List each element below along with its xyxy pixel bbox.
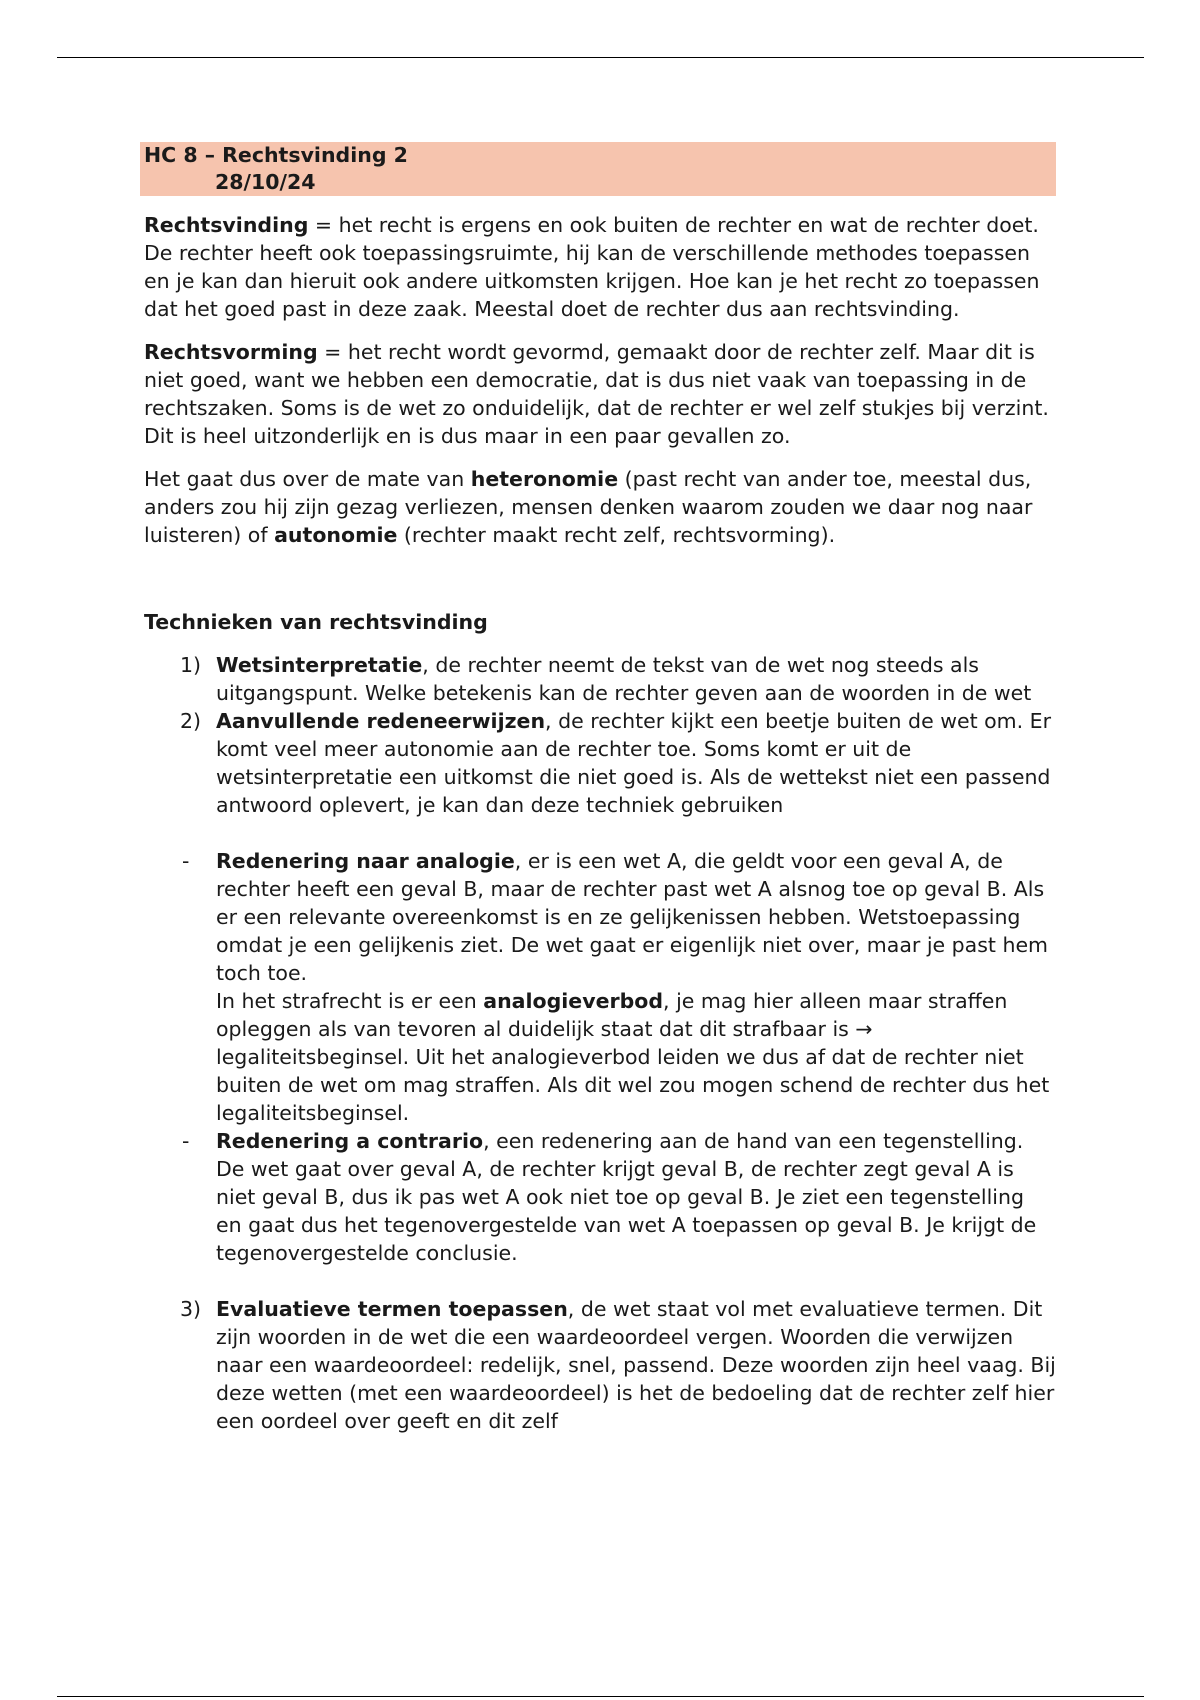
item-term: Wetsinterpretatie xyxy=(216,653,423,677)
item-text: , er is een wet A, die geldt voor een geval A, de rechter heeft een geval B, maar de rechter past wet A alsnog toe op geval B. Als er een relevante overeenkomst is en ze gelijkenissen hebben. Wetstoepassing omdat je een gelijkenis ziet. De wet gaat er eigenlijk niet over, maar je past hem toch toe. xyxy=(216,849,1049,985)
top-rule xyxy=(57,57,1144,58)
list-marker: 1) xyxy=(180,653,202,677)
term-autonomie: autonomie xyxy=(274,523,398,547)
list-item-wetsinterpretatie xyxy=(144,651,1056,707)
text-segment: In het strafrecht is er een xyxy=(216,989,484,1013)
list-marker: 3) xyxy=(180,1297,202,1321)
lecture-date: 28/10/24 xyxy=(215,170,316,194)
bottom-rule xyxy=(57,1696,1144,1697)
list-marker: - xyxy=(182,849,190,873)
list-marker: 2) xyxy=(180,709,202,733)
title-block xyxy=(140,142,1056,196)
text-segment: (rechter maakt recht zelf, rechtsvorming). xyxy=(397,523,836,547)
item-term: Redenering a contrario xyxy=(216,1129,484,1153)
list-item-a-contrario xyxy=(144,1127,1056,1267)
document-body xyxy=(144,142,1056,1435)
definition-rechtsvorming: = het recht wordt gevormd, gemaakt door de rechter zelf. Maar dit is niet goed, want we hebben een democratie, dat is dus niet vaak van toepassing in de rechtszaken. Soms is de wet zo onduidelijk, dat de rechter er wel zelf stukjes bij verzint. Dit is heel uitzonderlijk en is dus maar in een paar gevallen zo. xyxy=(144,340,1049,448)
term-analogieverbod: analogieverbod xyxy=(483,989,664,1013)
term-rechtsvinding: Rechtsvinding xyxy=(144,213,309,237)
section-title: Technieken van rechtsvinding xyxy=(144,610,488,634)
item-term: Evaluatieve termen toepassen xyxy=(216,1297,568,1321)
text-segment: Het gaat dus over de mate van xyxy=(144,467,471,491)
item-text: , de rechter neemt de tekst van de wet nog steeds als uitgangspunt. Welke betekenis kan de rechter geven aan de woorden in de wet xyxy=(216,653,1032,705)
list-item-analogie xyxy=(144,847,1056,1127)
list-item-aanvullende-redeneerwijzen xyxy=(144,707,1056,819)
text-segment: , je mag hier alleen maar straffen opleggen als van tevoren al duidelijk staat dat dit strafbaar is → legaliteitsbeginsel. Uit het analogieverbod leiden we dus af dat de rechter niet buiten de wet om mag straffen. Als dit wel zou mogen schend de rechter dus het legaliteitsbeginsel. xyxy=(216,989,1050,1125)
list-item-evaluatieve-termen xyxy=(144,1295,1056,1435)
page-title: HC 8 – Rechtsvinding 2 xyxy=(144,143,408,167)
term-rechtsvorming: Rechtsvorming xyxy=(144,340,318,364)
item-text: , een redenering aan de hand van een tegenstelling. De wet gaat over geval A, de rechter krijgt geval B, de rechter zegt geval A is niet geval B, dus ik pas wet A ook niet toe op geval B. Je ziet een tegenstelling en gaat dus het tegenovergestelde van wet A toepassen op geval B. Je krijgt de tegenovergestelde conclusie. xyxy=(216,1129,1037,1265)
paragraph-rechtsvinding xyxy=(144,211,1056,323)
paragraph-heteronomie-autonomie xyxy=(144,465,1056,549)
text-segment: (past recht van ander toe, meestal dus, anders zou hij zijn gezag verliezen, mensen denken waarom zouden we daar nog naar luisteren) of xyxy=(144,467,1033,547)
list-marker: - xyxy=(182,1129,190,1153)
item-term: Redenering naar analogie xyxy=(216,849,515,873)
item-term: Aanvullende redeneerwijzen xyxy=(216,709,546,733)
term-heteronomie: heteronomie xyxy=(470,467,619,491)
definition-rechtsvinding: = het recht is ergens en ook buiten de rechter en wat de rechter doet. De rechter heeft ook toepassingsruimte, hij kan de verschillende methodes toepassen en je kan dan hieruit ook andere uitkomsten krijgen. Hoe kan je het recht zo toepassen dat het goed past in deze zaak. Meestal doet de rechter dus aan rechtsvinding. xyxy=(144,213,1040,321)
paragraph-rechtsvorming xyxy=(144,338,1056,450)
item-text: , de wet staat vol met evaluatieve termen. Dit zijn woorden in de wet die een waardeoordeel vergen. Woorden die verwijzen naar een waardeoordeel: redelijk, snel, passend. Deze woorden zijn heel vaag. Bij deze wetten (met een waardeoordeel) is het de bedoeling dat de rechter zelf hier een oordeel over geeft en dit zelf xyxy=(216,1297,1056,1433)
item-text: , de rechter kijkt een beetje buiten de wet om. Er komt veel meer autonomie aan de rechter toe. Soms komt er uit de wetsinterpretatie een uitkomst die niet goed is. Als de wettekst niet een passend antwoord oplevert, je kan dan deze techniek gebruiken xyxy=(216,709,1052,817)
item-subparagraph xyxy=(216,987,1056,1127)
